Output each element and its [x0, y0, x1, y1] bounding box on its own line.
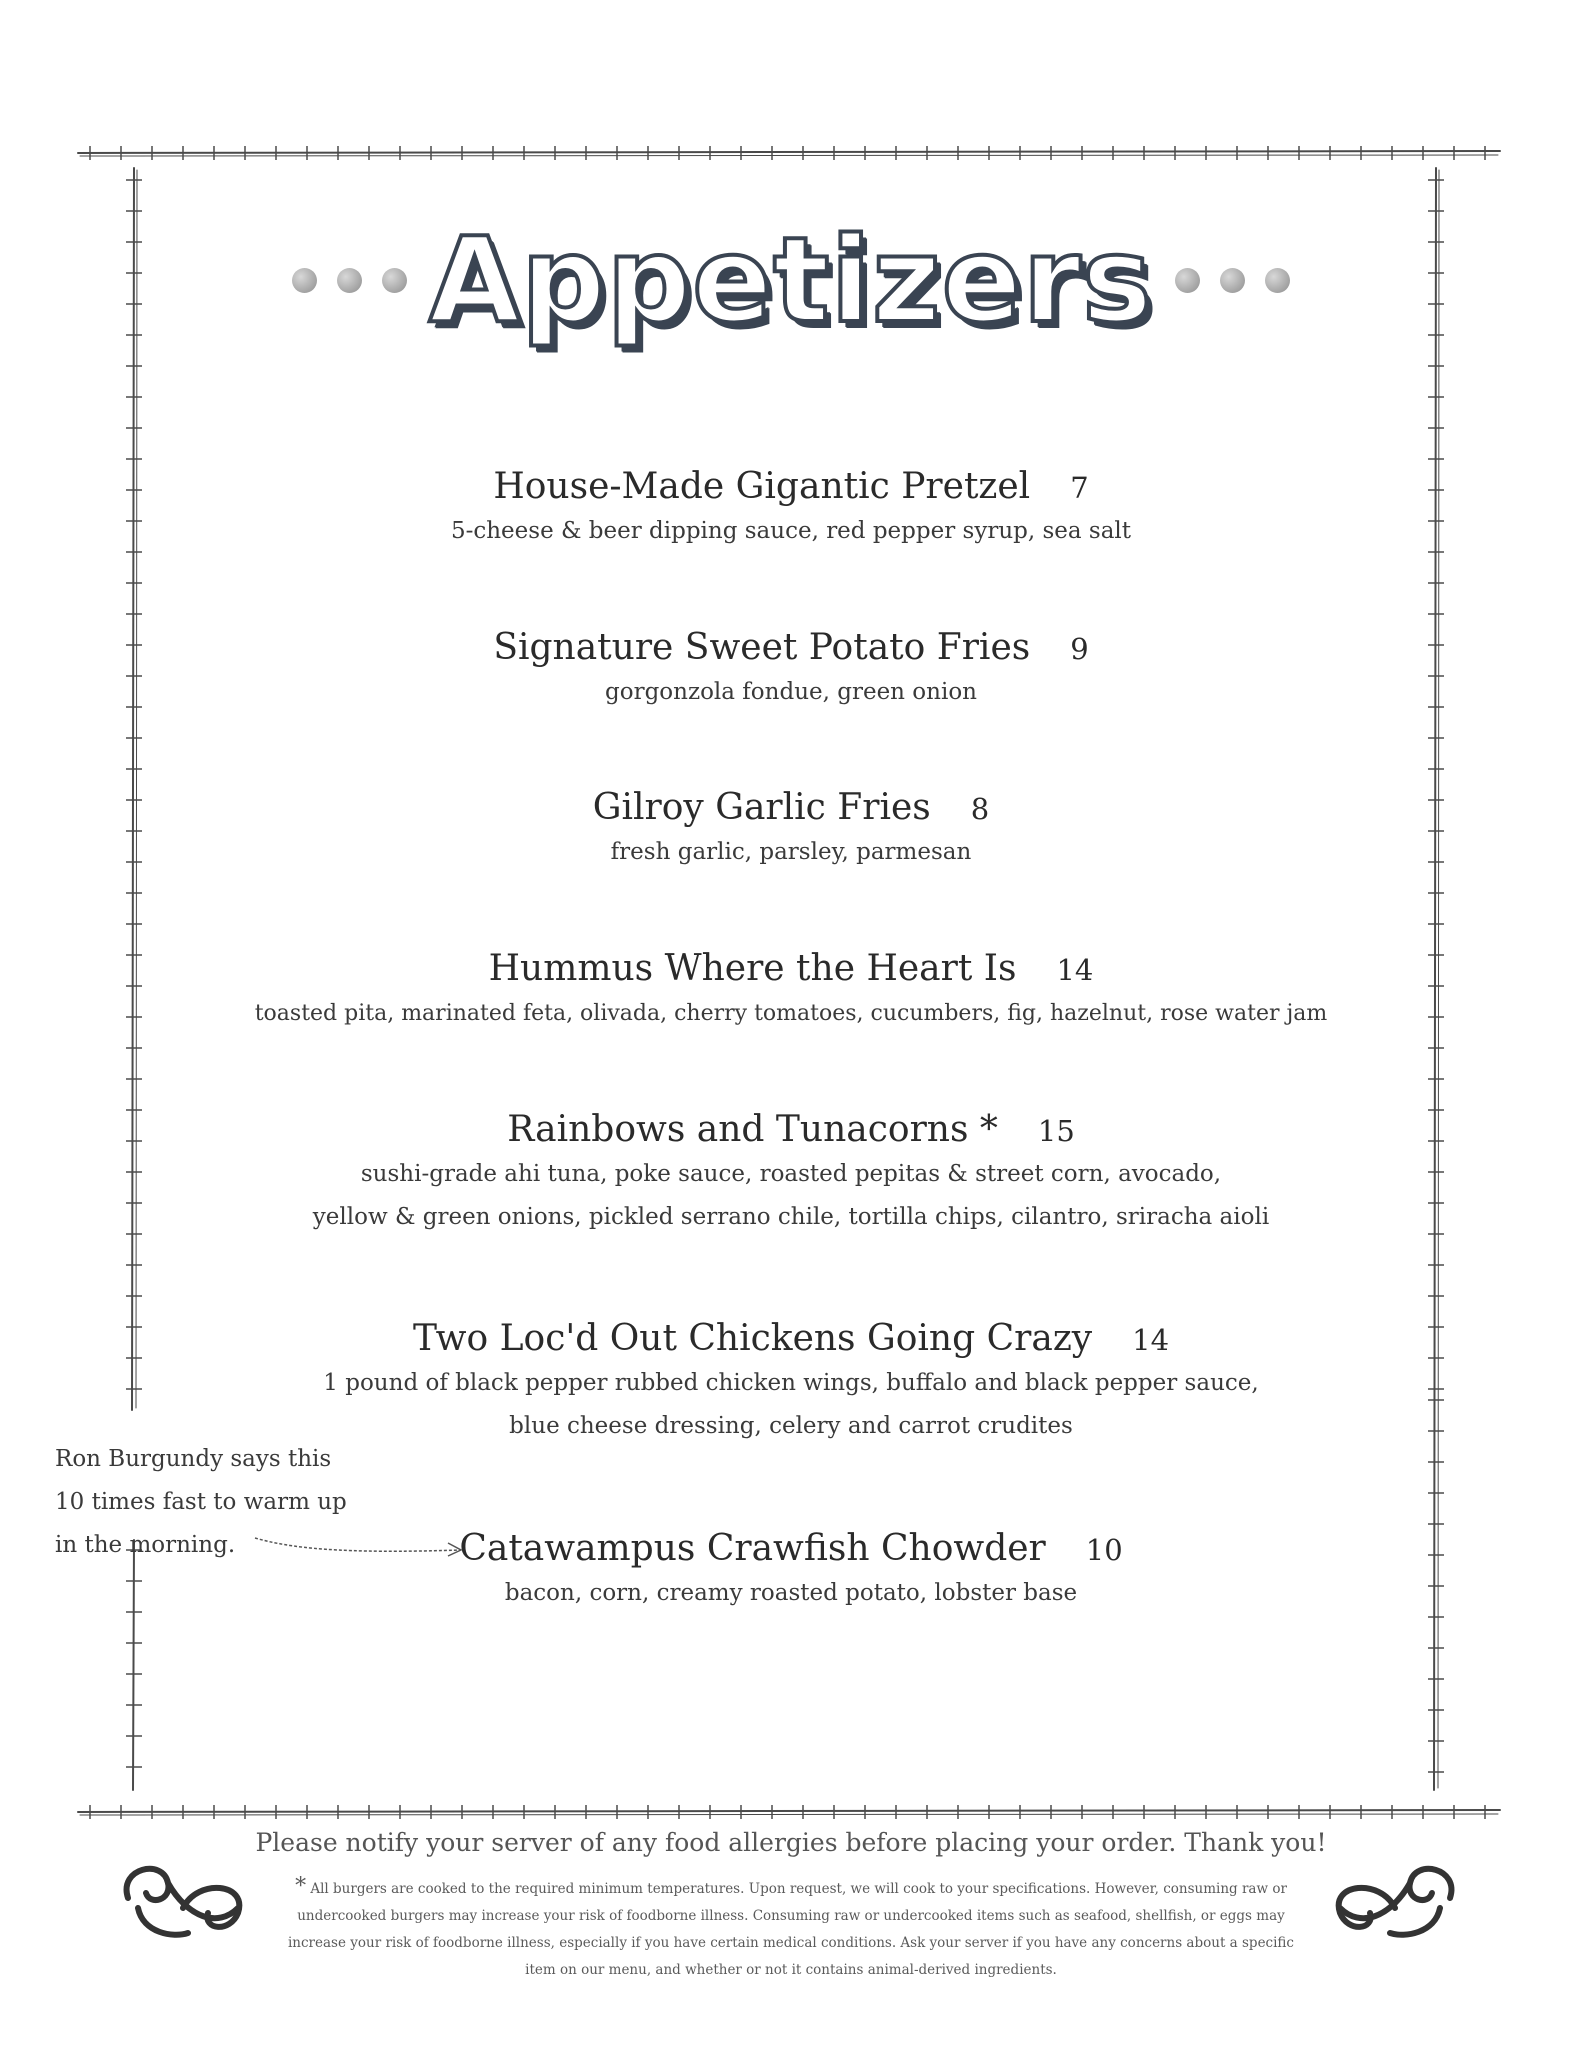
- asterisk: *: [295, 1874, 307, 1899]
- flourish-left-icon: [108, 1838, 258, 1948]
- title-row: [0, 211, 1582, 349]
- dot-icon: [292, 268, 317, 293]
- arrow-icon: [250, 1520, 470, 1560]
- item-price: 7: [1070, 471, 1089, 505]
- item-price: 9: [1070, 632, 1089, 666]
- item-description: blue cheese dressing, celery and carrot crudites: [509, 1413, 1073, 1440]
- item-name: Gilroy Garlic Fries: [592, 787, 931, 828]
- dot-icon: [1265, 268, 1290, 293]
- menu-item: [0, 1108, 1582, 1239]
- menu-item: [0, 465, 1582, 553]
- dot-icon: [337, 268, 362, 293]
- item-name: Rainbows and Tunacorns *: [507, 1109, 998, 1150]
- item-name: Signature Sweet Potato Fries: [493, 627, 1031, 668]
- allergy-notice: Please notify your server of any food allergies before placing your order. Thank you!: [255, 1828, 1327, 1857]
- item-name-row: [0, 947, 1582, 990]
- item-price: 14: [1132, 1323, 1170, 1357]
- menu-item: [0, 1317, 1582, 1448]
- dot-icon: [1220, 268, 1245, 293]
- item-name-row: [0, 1317, 1582, 1360]
- item-description: 1 pound of black pepper rubbed chicken wings, buffalo and black pepper sauce,: [323, 1370, 1259, 1397]
- item-description: yellow & green onions, pickled serrano chile, tortilla chips, cilantro, sriracha aioli: [312, 1204, 1270, 1231]
- item-price: 8: [970, 792, 990, 826]
- left-dots: [292, 268, 407, 293]
- item-price: 15: [1037, 1114, 1075, 1148]
- side-note-line: 10 times fast to warm up: [55, 1489, 347, 1515]
- menu-item: [0, 947, 1582, 1035]
- page-title: Appetizers: [428, 211, 1154, 349]
- dot-icon: [1175, 268, 1200, 293]
- item-name-row: [0, 786, 1582, 829]
- item-name: Hummus Where the Heart Is: [488, 948, 1017, 989]
- item-description: toasted pita, marinated feta, olivada, cherry tomatoes, cucumbers, fig, hazelnut, rose water jam: [254, 1001, 1328, 1027]
- item-price: 14: [1056, 953, 1094, 987]
- fine-print-text: All burgers are cooked to the required minimum temperatures. Upon request, we will cook to your specifications. However, consuming raw or undercooked burgers may increase your risk of foodborne illness. Consuming raw or undercooked items such as seafood, shellfish, or eggs may increase your risk of foodborne illness, especially if you have certain medical conditions. Ask your server if you have any concerns about a specific item on our menu, and whether or not it contains animal-derived ingredients.: [287, 1881, 1294, 1978]
- item-name-row: [0, 626, 1582, 669]
- right-dots: [1175, 268, 1290, 293]
- side-note-line: in the morning.: [55, 1532, 236, 1558]
- item-description: bacon, corn, creamy roasted potato, lobster base: [504, 1580, 1078, 1607]
- fine-print: [285, 1873, 1297, 1984]
- item-name-row: [0, 1108, 1582, 1151]
- dot-icon: [382, 268, 407, 293]
- flourish-right-icon: [1320, 1838, 1470, 1948]
- item-price: 10: [1085, 1533, 1123, 1567]
- menu-item: [0, 786, 1582, 874]
- item-name: Catawampus Crawfish Chowder: [459, 1528, 1046, 1569]
- item-name: House-Made Gigantic Pretzel: [493, 466, 1031, 507]
- item-name-row: [0, 465, 1582, 508]
- menu-item: [0, 626, 1582, 714]
- side-note-line: Ron Burgundy says this: [55, 1446, 332, 1472]
- item-description: fresh garlic, parsley, parmesan: [610, 839, 972, 866]
- item-description: gorgonzola fondue, green onion: [605, 679, 977, 706]
- item-name: Two Loc'd Out Chickens Going Crazy: [412, 1318, 1093, 1359]
- item-description: 5-cheese & beer dipping sauce, red pepper syrup, sea salt: [450, 518, 1132, 545]
- item-description: sushi-grade ahi tuna, poke sauce, roasted pepitas & street corn, avocado,: [360, 1161, 1222, 1188]
